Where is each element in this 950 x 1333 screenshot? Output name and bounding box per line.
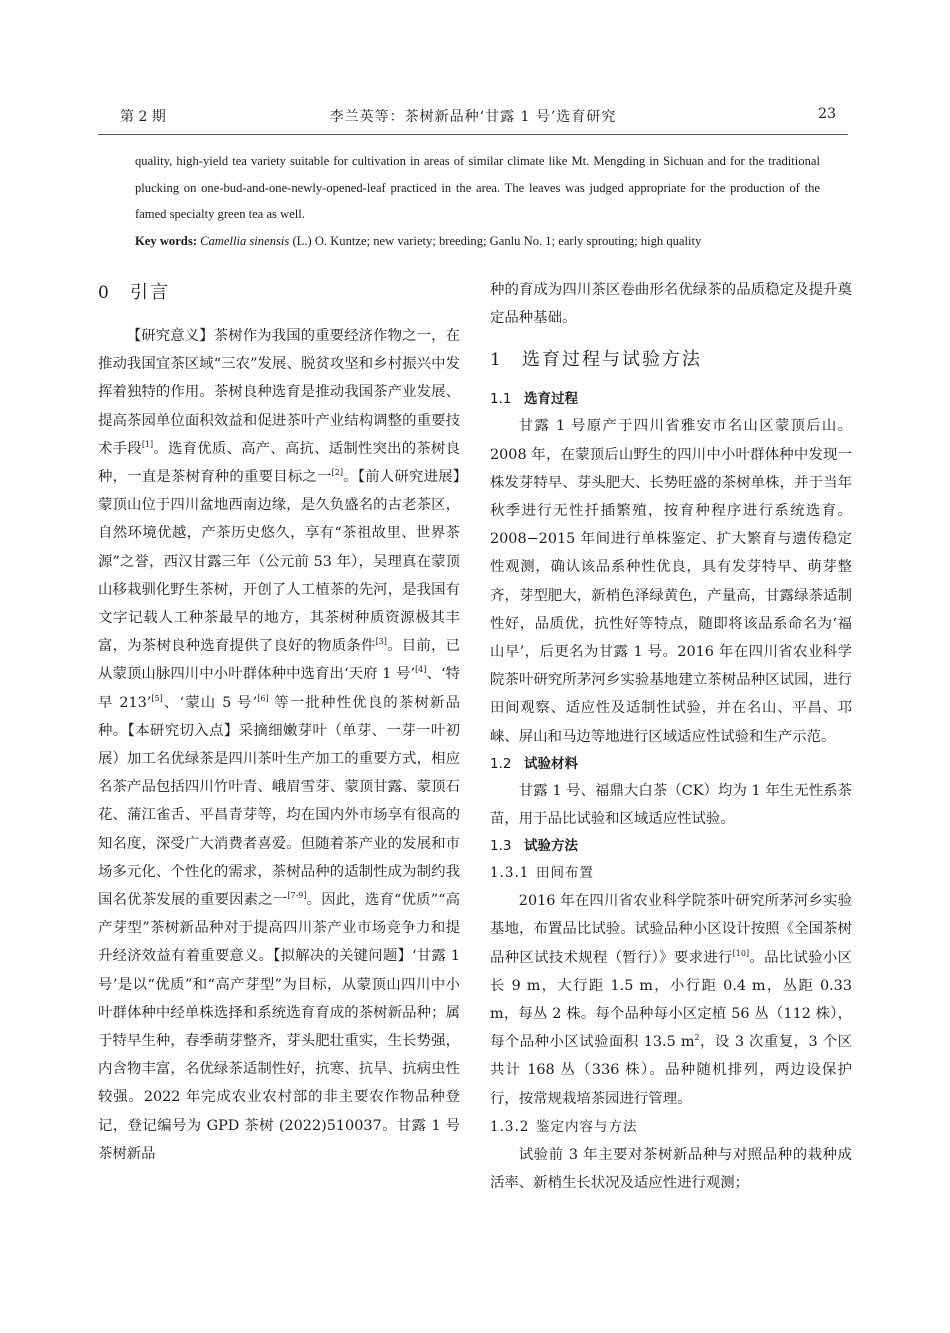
- subsection-number: 1.3: [490, 838, 512, 855]
- text-run: 【研究意义】茶树作为我国的重要经济作物之一，在推动我国宜茶区域“三农”发展、脱贫攻坚和乡村振兴中发挥着独特的作用。茶树良种选育是推动我国茶产业发展、提高茶园单位面积效益和促进茶叶产业结构调整的重要技术手段: [98, 328, 460, 457]
- citation: [5]: [151, 693, 163, 703]
- breeding-paragraph: 甘露 1 号原产于四川省雅安市名山区蒙顶后山。2008 年，在蒙顶后山野生的四川中小叶群体种中发现一株发芽特早、芽头肥大、长势旺盛的茶树单株，并于当年秋季进行无性扦插繁殖，按育种程序进行系统选育。2008−2015 年间进行单株鉴定、扩大繁育与遗传稳定性观测，确认该品系种性优良，具有发芽特早、萌芽整齐，芽型肥大，新梢色泽绿黄色，产量高，甘露绿茶适制性好，品质优，抗性好等特点，随即将该品系命名为‘福山早’，后更名为甘露 1 号。2016 年在四川省农业科学院茶叶研究所茅河乡实验基地建立茶树品种区试园，进行田间观察、适应性及适制性试验，并在名山、平昌、邛崃、屏山和马边等地进行区域适应性试验和生产示范。: [490, 418, 852, 745]
- subsection-number: 1.1: [490, 391, 512, 408]
- abstract-text: quality, high-yield tea variety suitable for cultivation in areas of similar climate like Mt. Mengding in Sichuan and for the traditional plucking on one-bud-and-one-newly-opened-leaf practiced in the area. The leaves was judged appropriate for the production of the famed specialty green tea as well.: [135, 154, 820, 221]
- abstract-continuation: [135, 148, 820, 254]
- citation: [7-9]: [287, 891, 307, 901]
- subsubsection-number: 1.3.1: [490, 865, 530, 882]
- right-column: [490, 276, 852, 1197]
- continuation-paragraph: 种的育成为四川茶区卷曲形名优绿茶的品质稳定及提升奠定品种基础。: [490, 282, 852, 327]
- text-run: 。目前，已从蒙顶山脉四川中小叶群体种中选育出‘天府 1 号’: [98, 638, 460, 683]
- text-run: 2016 年在四川省农业科学院茶叶研究所茅河乡实验基地，布置品比试验。试验品种小区设计按照《全国茶树品种区试技术规程（暂行）》要求进行: [490, 893, 852, 966]
- superscript: 2: [694, 1033, 700, 1043]
- running-header: [98, 98, 848, 135]
- text-run: ，设 3 次重复，3 个区共计 168 丛（336 株）。品种随机排列，两边设保护行，按常规栽培茶园进行管理。: [490, 1034, 852, 1107]
- evaluation-paragraph: 试验前 3 年主要对茶树新品种与对照品种的栽种成活率、新梢生长状况及适应性进行观测；: [490, 1146, 852, 1192]
- materials-paragraph: 甘露 1 号、福鼎大白茶（CK）均为 1 年生无性系茶苗，用于品比试验和区域适应性试验。: [490, 782, 852, 828]
- subsection-number: 1.2: [490, 755, 512, 772]
- section-number: 0: [98, 283, 111, 303]
- citation: [4]: [415, 665, 427, 675]
- citation: [3]: [375, 637, 387, 647]
- text-run: 。选育优质、高产、高抗、适制性突出的茶树良种，一直是茶树育种的重要目标之一: [98, 440, 460, 486]
- section-title: 选育过程与试验方法: [522, 349, 702, 371]
- text-run: 等一批种性优良的茶树新品种。【本研究切入点】采摘细嫩芽叶（单芽、一芽一叶初展）加工名优绿茶是四川茶叶生产加工的重要方式，相应名茶产品包括四川竹叶青、峨眉雪芽、蒙顶甘露、蒙顶石花、蒲江雀舌、平昌青芽等，均在国内外市场享有很高的知名度，深受广大消费者喜爱。但随着茶产业的发展和市场多元化、个性化的需求，茶树品种的适制性成为制约我国名优茶发展的重要因素之一: [98, 694, 460, 909]
- running-title: 李兰英等：茶树新品种‘甘露 1 号’选育研究: [329, 109, 617, 125]
- text-run: 、‘特早 213’: [98, 666, 460, 711]
- subsection-title: 选育过程: [524, 391, 578, 408]
- section-heading-methods: [490, 338, 852, 382]
- subsection-title: 试验材料: [524, 755, 578, 772]
- section-number: 1: [490, 350, 503, 371]
- field-layout-paragraph: [490, 887, 852, 1113]
- text-run: 。【前人研究进展】蒙顶山位于四川盆地西南边缘，是久负盛名的古老茶区，自然环境优越，产茶历史悠久，享有“茶祖故里、世界茶源”之誉，西汉甘露三年（公元前 53 年），吴理真在蒙顶山移栽驯化野生茶树，开创了人工植茶的先河，是我国有文字记载人工种茶最早的地方，其茶树种质资源极其丰富，为茶树良种选育提供了良好的物质条件: [98, 469, 460, 655]
- citation: [1]: [141, 440, 154, 450]
- section-title: 引言: [130, 282, 170, 303]
- subsection-heading-materials: [490, 751, 852, 777]
- citation: [2]: [331, 468, 343, 478]
- keywords-label: Key words:: [135, 233, 197, 248]
- subsubsection-title: 鉴定内容与方法: [536, 1118, 638, 1135]
- subsection-title: 试验方法: [524, 838, 578, 855]
- subsubsection-heading-field-layout: [490, 859, 852, 887]
- issue-number: 第 2 期: [120, 109, 166, 125]
- left-column: [98, 276, 460, 1168]
- text-run: 。因此，选育“优质”“高产芽型”茶树新品种对于提高四川茶产业市场竞争力和提升经济效益有着重要意义。【拟解决的关键问题】‘甘露 1 号’是以“优质”和“高产芽型”为目标，从蒙顶山四川中小叶群体种中经单株选择和系统选育育成的茶树新品种；属于特早生种，春季萌芽整齐，芽头肥壮重实，生长势强，内含物丰富，名优绿茶适制性好，抗寒、抗旱、抗病虫性较强。2022 年完成农业农村部的非主要农作物品种登记，登记编号为 GPD 茶树 (2022)510037。甘露 1 号茶树新品: [98, 892, 460, 1162]
- page-number: 23: [818, 106, 836, 122]
- subsubsection-heading-evaluation: [490, 1113, 852, 1141]
- subsection-heading-breeding: [490, 386, 852, 412]
- citation: [6]: [257, 693, 269, 703]
- text-run: 、‘蒙山 5 号’: [162, 694, 258, 711]
- section-heading-introduction: [98, 276, 460, 316]
- subsubsection-number: 1.3.2: [490, 1118, 530, 1135]
- introduction-paragraph: [98, 322, 460, 1168]
- text-run: 。品比试验小区长 9 m，大行距 1.5 m，小行距 0.4 m，丛距 0.33 m，每丛 2 株。每个品种每小区定植 56 丛（112 株），每个品种小区试验面积 13.5 m: [490, 949, 852, 1051]
- citation: [10]: [732, 948, 750, 958]
- subsection-heading-methods: [490, 833, 852, 859]
- keywords-line: [135, 228, 820, 255]
- keywords-species: Camellia sinensis: [200, 233, 290, 248]
- subsubsection-title: 田间布置: [536, 865, 594, 882]
- keywords-list: (L.) O. Kuntze; new variety; breeding; Ganlu No. 1; early sprouting; high quality: [289, 233, 702, 248]
